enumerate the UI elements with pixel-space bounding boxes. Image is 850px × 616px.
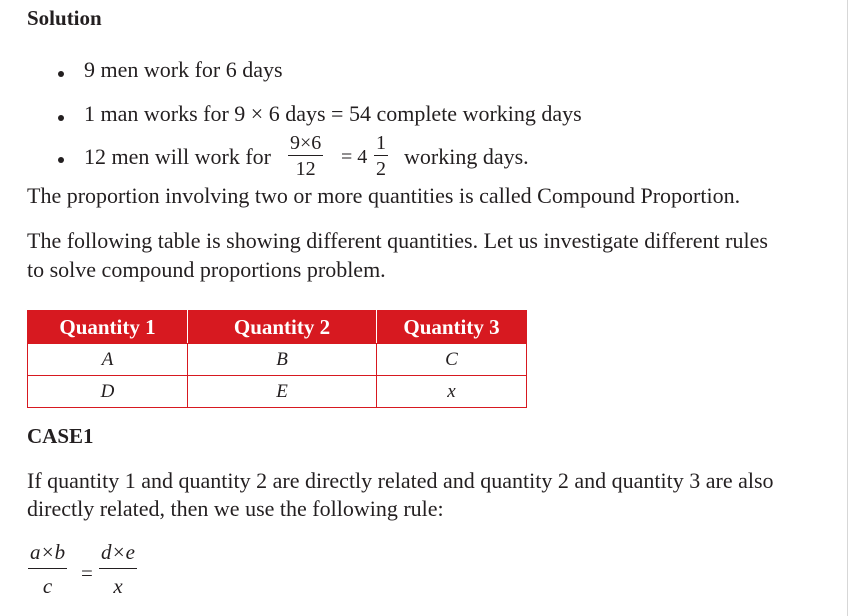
table-row [28, 376, 527, 408]
equals-four: = 4 [341, 146, 368, 168]
solution-heading: Solution [27, 6, 102, 30]
table-header-quantity-1: Quantity 1 [28, 311, 188, 344]
fraction-bar [288, 155, 323, 156]
table-header-quantity-2: Quantity 2 [188, 311, 377, 344]
formula-lhs-fraction [28, 542, 67, 597]
formula-equals: = [81, 561, 93, 585]
table-header-row [28, 311, 527, 344]
table-cell: x [377, 376, 527, 408]
fraction-numerator: 9×6 [290, 132, 322, 154]
formula-lhs-numerator: a×b [30, 540, 66, 564]
bullet-1-text: 9 men work for 6 days [84, 57, 283, 82]
bullet-3-text-post: working days. [404, 144, 529, 169]
table-cell: D [28, 376, 188, 408]
formula-rhs-denominator: x [113, 574, 123, 598]
paragraph-compound-proportion: The proportion involving two or more quantities is called Compound Proportion. [27, 183, 741, 208]
bullet-dot [58, 115, 64, 121]
table-header-quantity-3: Quantity 3 [377, 311, 527, 344]
table-row [28, 344, 527, 376]
fraction-numerator: 1 [376, 132, 386, 154]
paragraph-table-intro-line-2: to solve compound proportions problem. [27, 257, 386, 282]
quantity-table [27, 310, 527, 408]
formula-lhs-denominator: c [42, 574, 53, 598]
fraction-one-half [374, 133, 388, 179]
fraction-bar [374, 155, 388, 156]
table-cell: C [377, 344, 527, 376]
fraction-denominator: 2 [376, 158, 386, 180]
paragraph-case1-line-1: If quantity 1 and quantity 2 are directly related and quantity 2 and quantity 3 are also [27, 468, 774, 493]
bullet-3-text-pre: 12 men will work for [84, 144, 271, 169]
bullet-2-text: 1 man works for 9 × 6 days = 54 complete working days [84, 101, 582, 126]
case1-heading: CASE1 [27, 424, 94, 448]
formula-rhs-numerator: d×e [101, 540, 135, 564]
table-cell: B [188, 344, 377, 376]
table-cell: A [28, 344, 188, 376]
fraction-9x6-over-12 [288, 133, 323, 179]
paragraph-case1-line-2: directly related, then we use the following rule: [27, 496, 444, 521]
paragraph-table-intro-line-1: The following table is showing different quantities. Let us investigate different rules [27, 228, 768, 253]
formula-rhs-fraction [99, 542, 137, 597]
bullet-dot [58, 157, 64, 163]
bullet-dot [58, 71, 64, 77]
fraction-denominator: 12 [295, 158, 316, 180]
fraction-bar [28, 568, 67, 569]
page-right-rule [847, 0, 848, 616]
table-cell: E [188, 376, 377, 408]
fraction-bar [99, 568, 137, 569]
